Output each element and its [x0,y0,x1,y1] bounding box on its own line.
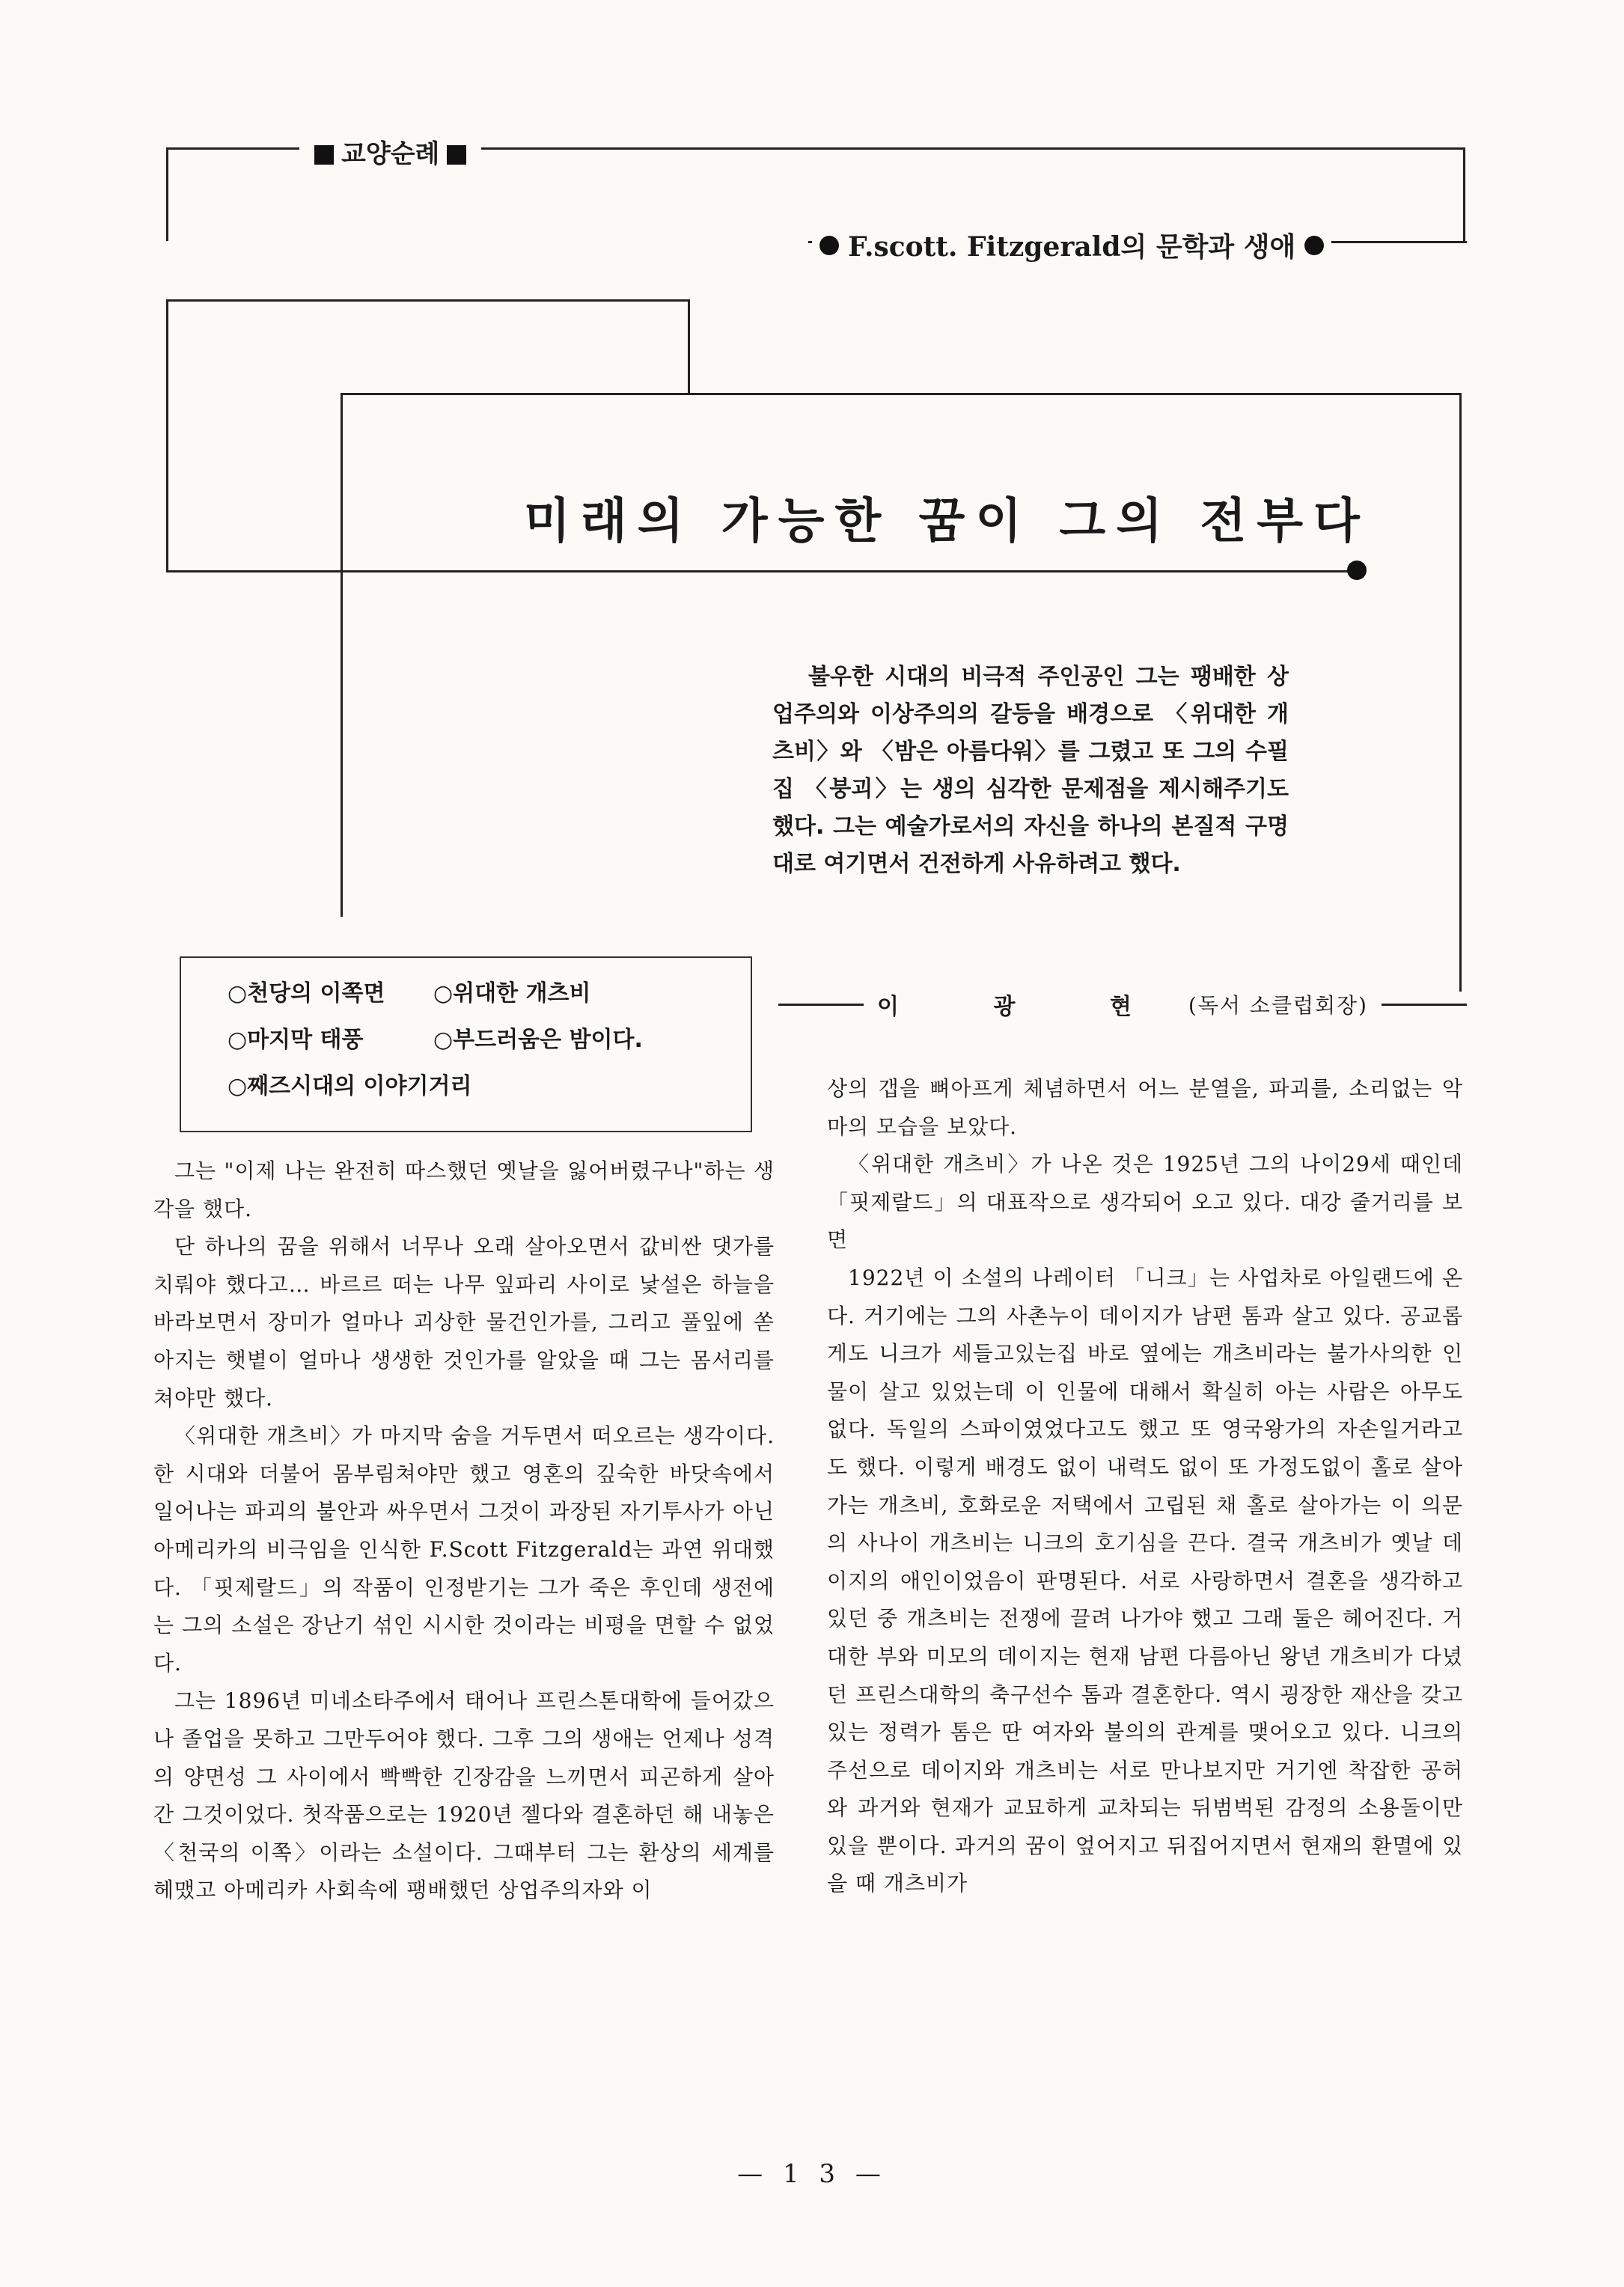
title-frame-inner-right [1459,393,1462,992]
work-item: ○위대한 개츠비 [433,980,591,1007]
square-bullet-icon [447,145,466,165]
article-title: 미래의 가능한 꿈이 그의 전부다 [524,493,1370,549]
author-line [778,988,1467,1021]
author-name: 이 광 현 [877,994,1175,1020]
title-frame-outer-left [166,299,168,570]
body-paragraph: 단 하나의 꿈을 위해서 너무나 오래 살아오면서 값비싼 댓가를 치뤄야 했다고… 바르르 떠는 나무 잎파리 사이로 낯설은 하늘을 바라보면서 장미가 얼마나 괴상한 물건인가를, 그리고 풀잎에 쏟아지는 햇볕이 얼마나 생생한 것인가를 알았을 때 그는 몸서리를 쳐야만 했다. [153,1234,775,1411]
title-frame-inner-left [341,393,343,917]
title-underline-dot [1347,561,1367,580]
body-paragraph: 〈위대한 개츠비〉가 마지막 숨을 거두면서 떠오르는 생각이다. 한 시대와 더불어 몸부림쳐야만 했고 영혼의 깊숙한 바닷속에서 일어나는 파괴의 불안과 싸우면서 그것이 과장된 자기투사가 아닌 아메리카의 비극임을 인식한 F.Scott Fitzgerald는 과연 위대했다. 「핏제랄드」의 작품이 인정받기는 그가 죽은 후인데 생전에는 그의 소설은 장난기 섞인 시시한 것이라는 비평을 면할 수 없었다. [153,1423,775,1676]
article-subtitle [812,226,1331,264]
work-item: ○마지막 태풍 [228,1027,364,1053]
bullet-dot-icon [1304,236,1324,255]
article-lede [772,659,1289,883]
title-frame-inner-top [341,393,1462,395]
lede-paragraph: 불우한 시대의 비극적 주인공인 그는 팽배한 상업주의와 이상주의의 갈등을 배경으로 〈위대한 개츠비〉와 〈밤은 아름다워〉를 그렸고 또 그의 수필집 〈붕괴〉는 생의 심각한 문제점을 제시해주기도 했다. 그는 예술가로서의 자신을 하나의 본질적 구명대로 여기면서 건전하게 사유하려고 했다. [772,664,1289,877]
body-paragraph: 그는 "이제 나는 완전히 따스했던 옛날을 잃어버렸구나"하는 생각을 했다. [153,1158,775,1221]
work-item: ○째즈시대의 이야기거리 [228,1073,472,1099]
body-paragraph: 1922년 이 소설의 나레이터 「니크」는 사업차로 아일랜드에 온다. 거기에는 그의 사촌누이 데이지가 남편 톰과 살고 있다. 공교롭게도 니크가 세들고있는집 바로 옆에는 개츠비라는 불가사의한 인물이 살고 있었는데 이 인물에 대해서 확실히 아는 사람은 아무도 없다. 독일의 스파이였었다고도 했고 또 영국왕가의 자손일거라고도 했다. 이렇게 배경도 없이 내력도 없이 또 가정도없이 홀로 살아가는 개츠비, 호화로운 저택에서 고립된 채 홀로 살아가는 이 의문의 사나이 개츠비는 니크의 호기심을 끈다. 결국 개츠비가 옛날 데이지의 애인이었음이 판명된다. 서로 사랑하면서 결혼을 생각하고 있던 중 개츠비는 전쟁에 끌려 나가야 했고 그래 둘은 헤어진다. 거대한 부와 미모의 데이지는 현재 남편 다름아닌 왕년 개츠비가 다녔던 프린스대학의 축구선수 톰과 결혼한다. 역시 굉장한 재산을 갖고 있는 정력가 톰은 딴 여자와 불의의 관계를 맺어오고 있다. 니크의 주선으로 데이지와 개츠비는 서로 만나보지만 거기엔 착잡한 공허와 과거와 현재가 교묘하게 교차되는 뒤범벅된 감정의 소용돌이만 있을 뿐이다. 과거의 꿈이 엎어지고 뒤집어지면서 현재의 환멸에 있을 때 개츠비가 [827,1265,1463,1896]
body-paragraph: 〈위대한 개츠비〉가 나온 것은 1925년 그의 나이29세 때인데 「핏제랄드」의 대표작으로 생각되어 오고 있다. 대강 줄거리를 보면 [827,1152,1463,1253]
section-label [299,133,481,170]
author-rule-right [1382,1004,1467,1006]
bullet-dot-icon [819,236,839,255]
header-rule-left [166,147,168,241]
author-affiliation: (독서 소클럽회장) [1188,993,1368,1018]
works-list-box [180,956,752,1132]
section-label-text: 교양순례 [341,139,440,169]
work-item: ○부드러움은 밤이다. [433,1027,643,1053]
header-rule-right [1463,147,1465,241]
author-rule-left [778,1004,864,1006]
works-row [228,974,751,1021]
title-underline [166,570,1352,572]
page-number: — 1 3 — [737,2159,887,2189]
body-column-right [827,1070,1463,1903]
article-subtitle-text: F.scott. Fitzgerald의 문학과 생애 [848,231,1296,263]
body-column-left [153,1152,775,1910]
body-paragraph: 그는 1896년 미네소타주에서 태어나 프린스톤대학에 들어갔으나 졸업을 못하고 그만두어야 했다. 그후 그의 생애는 언제나 성격의 양면성 그 사이에서 빡빡한 긴장감을 느끼면서 피곤하게 살아간 그것이었다. 첫작품으로는 1920년 젤다와 결혼하던 해 내놓은 〈천국의 이쪽〉이라는 소설이다. 그때부터 그는 환상의 세계를 헤맸고 아메리카 사회속에 팽배했던 상업주의자와 이 [153,1688,775,1903]
works-row [228,1021,751,1067]
title-frame-outer-right [688,299,690,393]
work-item: ○천당의 이쪽면 [228,980,385,1007]
works-row [228,1067,751,1114]
title-frame-outer-top [166,299,690,302]
square-bullet-icon [314,145,334,165]
body-paragraph: 상의 갭을 뼈아프게 체념하면서 어느 분열을, 파괴를, 소리없는 악마의 모습을 보았다. [827,1076,1463,1139]
